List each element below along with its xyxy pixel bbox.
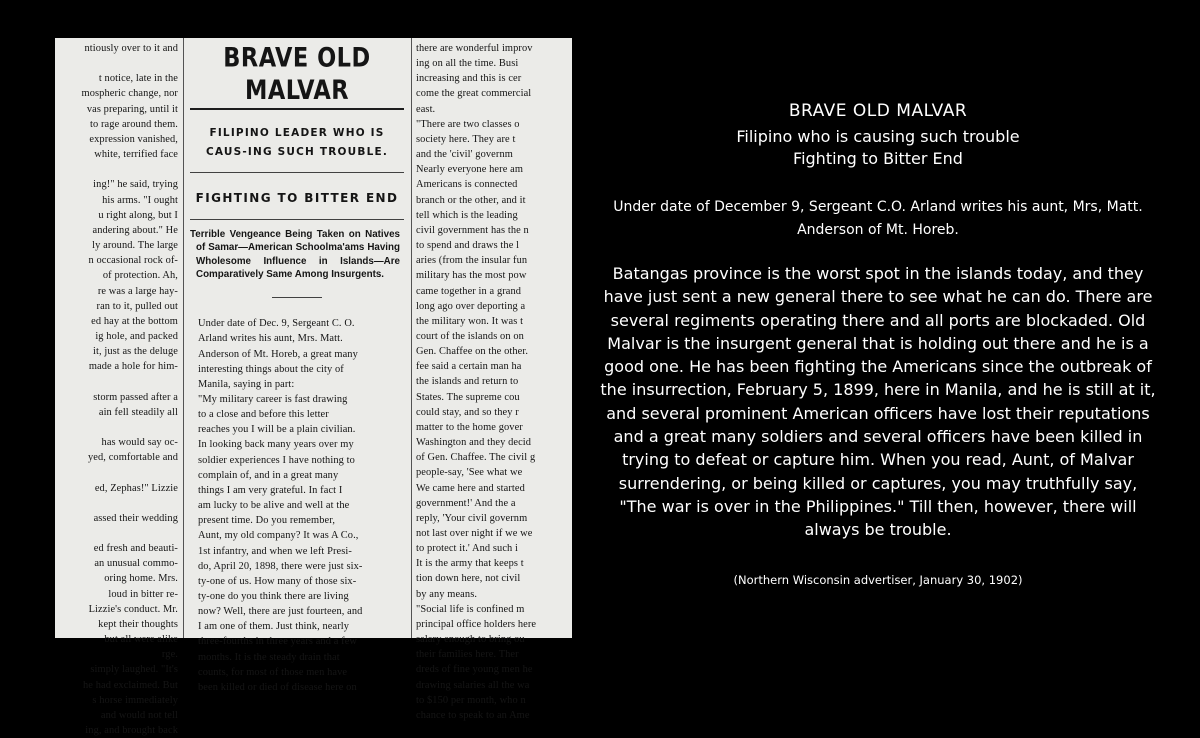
text-line: do, April 20, 1898, there were just six- bbox=[198, 560, 363, 572]
headline-rule bbox=[190, 108, 404, 110]
text-line: States. The supreme cou bbox=[416, 391, 520, 403]
text-line: loud in bitter re- bbox=[108, 588, 178, 600]
text-line bbox=[55, 526, 178, 541]
text-line: ed hay at the bottom bbox=[91, 315, 178, 327]
subhead-rule bbox=[190, 219, 404, 220]
text-line: s horse immediately bbox=[92, 694, 178, 706]
text-line: has would say oc- bbox=[101, 437, 178, 449]
text-line: to a close and before this letter bbox=[198, 409, 329, 421]
text-line: his arms. "I ought bbox=[102, 194, 178, 206]
text-line: he had exclaimed. But bbox=[82, 679, 178, 691]
text-line: now? Well, there are just fourteen, and bbox=[198, 606, 363, 618]
text-line: yed, comfortable and bbox=[88, 452, 178, 464]
right-column-text bbox=[416, 41, 536, 723]
text-line: Under date of Dec. 9, Sergeant C. O. bbox=[198, 318, 355, 330]
text-line: "My military career is fast drawing bbox=[198, 393, 348, 405]
transcription-intro: Under date of December 9, Sergeant C.O. Arland writes his aunt, Mrs, Matt. Anderson of Mt. Horeb. bbox=[613, 199, 1143, 238]
text-line: principal office holders here bbox=[416, 618, 537, 630]
text-line: but all were alike bbox=[104, 634, 178, 646]
article-body bbox=[184, 316, 410, 695]
article-headline: BRAVE OLD MALVAR bbox=[223, 41, 371, 106]
text-line: three-fourths in three years and a few bbox=[198, 636, 358, 648]
text-line: and the 'civil' governm bbox=[416, 149, 513, 161]
text-line: increasing and this is cer bbox=[416, 73, 522, 85]
text-line: Nearly everyone here am bbox=[416, 164, 524, 176]
text-line: drawing salaries all the wa bbox=[416, 679, 530, 691]
text-line: rge. bbox=[161, 649, 178, 661]
text-line: Anderson of Mt. Horeb, a great many bbox=[198, 348, 358, 360]
text-line: there are wonderful improv bbox=[416, 43, 533, 54]
text-line: counts, for most of those men have bbox=[198, 666, 348, 678]
text-line: "There are two classes o bbox=[416, 118, 520, 130]
text-line: It is the army that keeps t bbox=[416, 558, 524, 570]
text-line: east. bbox=[416, 103, 436, 115]
text-line: ed fresh and beauti- bbox=[93, 543, 178, 555]
text-line: white, terrified face bbox=[94, 149, 178, 161]
text-line: "Social life is confined m bbox=[416, 603, 525, 615]
text-line: ntiously over to it and bbox=[84, 43, 178, 54]
text-line: matter to the home gover bbox=[416, 421, 523, 433]
text-line: Washington and they decid bbox=[416, 437, 532, 449]
text-line: ing, and brought back bbox=[85, 725, 178, 737]
text-line: re was a large hay- bbox=[97, 285, 178, 297]
text-line: an unusual commo- bbox=[94, 558, 178, 570]
text-line: by any means. bbox=[416, 588, 478, 600]
text-line: soldier experiences I have nothing to bbox=[198, 454, 355, 466]
text-line: months. It is the steady drain that bbox=[198, 651, 340, 663]
article-subhead: FILIPINO LEADER WHO IS CAUS-ING SUCH TROUBLE. bbox=[205, 127, 389, 158]
text-line: ed, Zephas!" Lizzie bbox=[94, 482, 178, 494]
text-line: long ago over deporting a bbox=[416, 300, 526, 312]
text-line: ly around. The large bbox=[92, 240, 178, 252]
text-line: We came here and started bbox=[416, 482, 525, 494]
text-line: t notice, late in the bbox=[98, 73, 178, 85]
transcription-title: BRAVE OLD MALVAR bbox=[788, 101, 968, 121]
text-line: storm passed after a bbox=[93, 391, 178, 403]
text-line: their families here. Ther bbox=[416, 649, 519, 661]
left-column bbox=[55, 38, 182, 737]
transcription-body: Batangas province is the worst spot in the islands today, and they have just sent a new general there to see what he can do. There are several regiments operating there and all ports are blockaded. Old Malvar is the insurgent general that is holding out there and he is a good one. He has been fighting the Americans since the outbreak of the insurrection, February 5, 1899, here in Manila, and he is still at it, and several prominent American officers have lost their reputations and a great many soldiers and several officers have been killed in trying to defeat or capture him. When you read, Aunt, of Malvar surrendering, or being killed or captures, you may truthfully say, "The war is over in the Philippines." Till then, however, there will always be trouble. bbox=[600, 264, 1156, 540]
text-line: military has the most pow bbox=[416, 270, 527, 282]
text-line: court of the islands on on bbox=[416, 330, 524, 342]
text-line: been killed or died of disease here on bbox=[198, 681, 357, 693]
right-column bbox=[412, 38, 572, 721]
text-line: simply laughed. "It's bbox=[90, 664, 178, 676]
text-line: ran to it, pulled out bbox=[96, 300, 178, 312]
text-line: salary enough to bring ou bbox=[416, 634, 525, 646]
text-line: to $150 per month, who n bbox=[416, 694, 526, 706]
text-line: society here. They are t bbox=[416, 133, 516, 145]
text-line: things I am very grateful. In fact I bbox=[198, 484, 343, 496]
text-line: the islands and return to bbox=[416, 376, 519, 388]
text-line: ty-one do you think there are living bbox=[198, 591, 349, 602]
text-line: ing!" he said, trying bbox=[93, 179, 178, 191]
text-line: it, just as the deluge bbox=[92, 346, 178, 358]
text-line: dreds of fine young men he bbox=[416, 664, 533, 676]
transcription-subtitle-secondary: Fighting to Bitter End bbox=[793, 149, 963, 168]
text-line: to protect it.' And such i bbox=[416, 543, 519, 555]
text-line bbox=[55, 162, 178, 177]
text-line: chance to speak to an Ame bbox=[416, 709, 530, 721]
text-line: Gen. Chaffee on the other. bbox=[416, 346, 529, 358]
text-line: assed their wedding bbox=[93, 512, 178, 524]
text-line: and would not tell bbox=[100, 709, 178, 721]
text-line: Manila, saying in part: bbox=[198, 378, 295, 390]
text-line: am lucky to be alive and well at the bbox=[198, 500, 350, 512]
transcription-source: (Northern Wisconsin advertiser, January 30, 1902) bbox=[733, 573, 1023, 587]
text-line: civil government has the n bbox=[416, 224, 529, 236]
text-line: reply, 'Your civil governm bbox=[416, 512, 528, 524]
text-line bbox=[55, 496, 178, 511]
subhead-rule bbox=[190, 172, 404, 173]
text-line: Arland writes his aunt, Mrs. Matt. bbox=[198, 333, 343, 345]
text-line: tion down here, not civil bbox=[416, 573, 521, 585]
text-line: ain fell steadily all bbox=[98, 406, 178, 418]
text-line: ig hole, and packed bbox=[95, 330, 178, 342]
text-line bbox=[55, 374, 178, 389]
text-line: andering about." He bbox=[92, 224, 178, 236]
text-line: to rage around them. bbox=[90, 118, 178, 130]
text-line bbox=[55, 420, 178, 435]
text-line: people-say, 'See what we bbox=[416, 467, 523, 479]
article-deck: Terrible Vengeance Being Taken on Natives of Samar—American Schoolma'ams Having Wholesome Influence in Islands—Are Comparatively Same Among Insurgents. bbox=[190, 229, 400, 280]
left-column-text bbox=[55, 41, 178, 738]
text-line: expression vanished, bbox=[89, 133, 178, 145]
text-line: Americans is connected bbox=[416, 179, 518, 191]
text-line: interesting things about the city of bbox=[198, 363, 344, 375]
text-line: mospheric change, nor bbox=[81, 88, 178, 100]
text-line: fee said a certain man ha bbox=[416, 361, 522, 373]
text-line: u right along, but I bbox=[98, 209, 178, 221]
text-line: to spend and draws the l bbox=[416, 240, 520, 252]
text-line: aries (from the insular fun bbox=[416, 255, 528, 267]
article-subhead-secondary: FIGHTING TO BITTER END bbox=[195, 191, 399, 205]
text-line: of protection. Ah, bbox=[102, 270, 178, 282]
text-line: of Gen. Chaffee. The civil g bbox=[416, 452, 536, 464]
text-line: not last over night if we we bbox=[416, 528, 533, 539]
article-column bbox=[184, 38, 410, 693]
text-line: complain of, and in a great many bbox=[198, 469, 339, 481]
text-line: Aunt, my old company? It was A Co., bbox=[198, 530, 359, 542]
text-line: In looking back many years over my bbox=[198, 439, 354, 451]
text-line: Lizzie's conduct. Mr. bbox=[88, 603, 178, 615]
text-line: ing on all the time. Busi bbox=[416, 58, 519, 70]
text-line: present time. Do you remember, bbox=[198, 515, 336, 527]
text-line bbox=[55, 56, 178, 71]
text-line: I am one of them. Just think, nearly bbox=[198, 621, 350, 633]
text-line: came together in a grand bbox=[416, 285, 522, 297]
text-line: vas preparing, until it bbox=[86, 103, 178, 115]
transcription-subtitle: Filipino who is causing such trouble bbox=[736, 127, 1020, 146]
text-line: oring home. Mrs. bbox=[104, 573, 178, 585]
text-line: kept their thoughts bbox=[98, 618, 178, 630]
text-line: the military won. It was t bbox=[416, 315, 524, 327]
text-line: made a hole for him- bbox=[88, 361, 178, 373]
text-line: tell which is the leading bbox=[416, 209, 518, 221]
text-line: government!' And the a bbox=[416, 497, 516, 509]
newspaper-clipping bbox=[55, 38, 572, 737]
text-line: ty-one of us. How many of those six- bbox=[198, 575, 357, 587]
short-rule bbox=[272, 297, 322, 298]
text-line: could stay, and so they r bbox=[416, 406, 519, 418]
text-line: branch or the other, and it bbox=[416, 194, 526, 206]
text-line: reaches you I will be a plain civilian. bbox=[198, 424, 356, 436]
text-line: come the great commercial bbox=[416, 88, 532, 100]
text-line: n occasional rock of- bbox=[88, 255, 178, 267]
text-line bbox=[55, 465, 178, 480]
text-line: 1st infantry, and when we left Presi- bbox=[198, 545, 352, 557]
